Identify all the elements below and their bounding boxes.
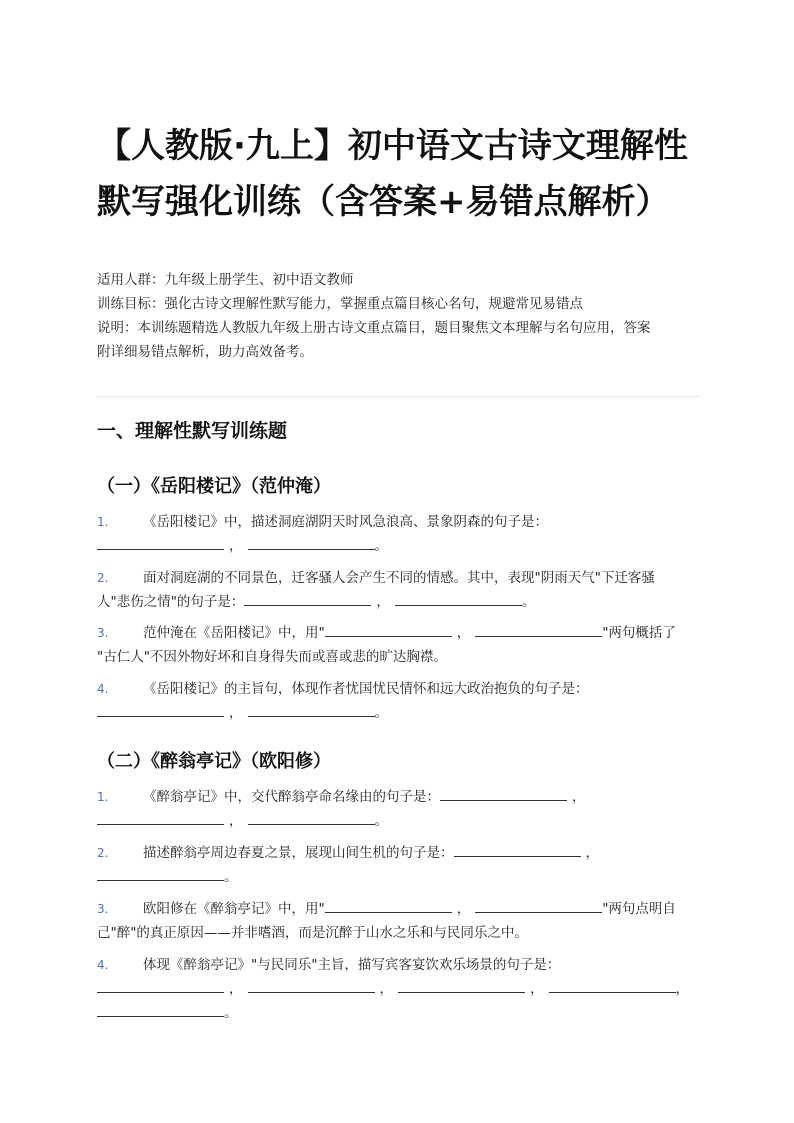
- part2-question-2: 2. 描述醉翁亭周边春夏之景，展现山间生机的句子是： ， 。: [97, 841, 700, 889]
- answer-blank[interactable]: [248, 702, 375, 717]
- question-text: 己"醉"的真正原因——并非嗜酒，而是沉醉于山水之乐和与民同乐之中。: [97, 925, 528, 941]
- question-text: 《岳阳楼记》的主旨句，体现作者忧国忧民情怀和远大政治抱负的句子是：: [143, 681, 589, 697]
- answer-blank[interactable]: [244, 591, 371, 606]
- question-number: 4.: [97, 682, 109, 696]
- answer-blank[interactable]: [97, 535, 224, 550]
- answer-blank[interactable]: [395, 591, 522, 606]
- document-title: [97, 118, 707, 230]
- answer-blank[interactable]: [549, 978, 676, 993]
- answer-blank[interactable]: [475, 622, 602, 637]
- meta-goal: 训练目标：强化古诗文理解性默写能力，掌握重点篇目核心名句，规避常见易错点: [97, 296, 583, 312]
- answer-blank[interactable]: [325, 622, 452, 637]
- answer-blank[interactable]: [325, 898, 452, 913]
- question-number: 1.: [97, 790, 109, 804]
- answer-blank[interactable]: [97, 866, 224, 881]
- part1-question-1: 1. 《岳阳楼记》中，描述洞庭湖阴天时风急浪高、景象阴森的句子是： ， 。: [97, 510, 700, 558]
- document-meta: [97, 268, 700, 364]
- part2-question-3: 3. 欧阳修在《醉翁亭记》中，用" ， "两句点明自 己"醉"的真正原因——并非嗜酒，而是沉醉于山水之乐和与民同乐之中。: [97, 897, 700, 945]
- question-number: 4.: [97, 958, 109, 972]
- question-text: 《岳阳楼记》中，描述洞庭湖阴天时风急浪高、景象阴森的句子是：: [143, 514, 548, 530]
- title-line-1: 【人教版·九上】初中语文古诗文理解性: [97, 126, 688, 166]
- part1-question-2: 2. 面对洞庭湖的不同景色，迁客骚人会产生不同的情感。其中，表现"阴雨天气"下迁客骚 人"悲伤之情"的句子是： ， 。: [97, 566, 700, 614]
- meta-note-line-2: 附详细易错点解析，助力高效备考。: [97, 344, 313, 360]
- question-text: 《醉翁亭记》中，交代醉翁亭命名缘由的句子是：: [143, 789, 440, 805]
- question-number: 3.: [97, 902, 109, 916]
- question-number: 2.: [97, 571, 109, 585]
- part1-question-3: 3. 范仲淹在《岳阳楼记》中，用" ， "两句概括了 "古仁人"不因外物好坏和自身得失而或喜或悲的旷达胸襟。: [97, 621, 700, 669]
- part2-question-4: 4. 体现《醉翁亭记》"与民同乐"主旨，描写宾客宴饮欢乐场景的句子是： ， ， ， ， 。: [97, 953, 700, 1025]
- part1-title: （一）《岳阳楼记》（范仲淹）: [97, 476, 331, 497]
- answer-blank[interactable]: [97, 1002, 224, 1017]
- question-text: 描述醉翁亭周边春夏之景，展现山间生机的句子是：: [143, 845, 454, 861]
- answer-blank[interactable]: [475, 898, 602, 913]
- section-divider: [97, 396, 700, 397]
- question-number: 3.: [97, 626, 109, 640]
- answer-blank[interactable]: [440, 786, 567, 801]
- part2-title: （二）《醉翁亭记》（欧阳修）: [97, 751, 331, 772]
- answer-blank[interactable]: [454, 842, 581, 857]
- answer-blank[interactable]: [97, 810, 224, 825]
- part2-question-1: 1. 《醉翁亭记》中，交代醉翁亭命名缘由的句子是： ， ， 。: [97, 785, 700, 833]
- answer-blank[interactable]: [248, 810, 375, 825]
- meta-note-line-1: 说明：本训练题精选人教版九年级上册古诗文重点篇目，题目聚焦文本理解与名句应用，答案: [97, 320, 651, 336]
- answer-blank[interactable]: [97, 978, 224, 993]
- question-text: "古仁人"不因外物好坏和自身得失而或喜或悲的旷达胸襟。: [97, 649, 447, 665]
- answer-blank[interactable]: [398, 978, 525, 993]
- answer-blank[interactable]: [97, 702, 224, 717]
- question-number: 2.: [97, 846, 109, 860]
- answer-blank[interactable]: [248, 535, 375, 550]
- question-text: 面对洞庭湖的不同景色，迁客骚人会产生不同的情感。其中，表现"阴雨天气"下迁客骚: [143, 570, 655, 586]
- meta-audience: 适用人群：九年级上册学生、初中语文教师: [97, 272, 354, 288]
- answer-blank[interactable]: [248, 978, 375, 993]
- title-line-2: 默写强化训练（含答案+易错点解析）: [97, 182, 670, 222]
- question-text: 人"悲伤之情"的句子是：: [97, 594, 245, 610]
- section-title: 一、理解性默写训练题: [97, 420, 288, 442]
- part1-question-4: 4. 《岳阳楼记》的主旨句，体现作者忧国忧民情怀和远大政治抱负的句子是： ， 。: [97, 677, 700, 725]
- question-text: 体现《醉翁亭记》"与民同乐"主旨，描写宾客宴饮欢乐场景的句子是：: [143, 957, 561, 973]
- question-number: 1.: [97, 515, 109, 529]
